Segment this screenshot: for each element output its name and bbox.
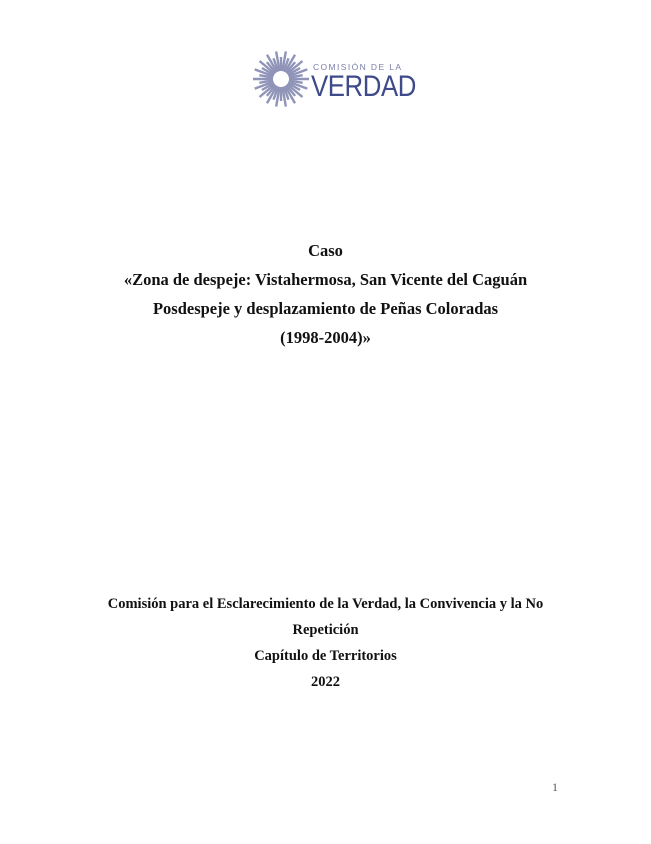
- logo-wordmark: VERDAD: [311, 70, 416, 103]
- sunburst-icon: [252, 48, 310, 110]
- credits-block: [0, 591, 651, 695]
- title-line-3: Posdespeje y desplazamiento de Peñas Coloradas: [152, 299, 499, 318]
- title-line-2: «Zona de despeje: Vistahermosa, San Vicente del Caguán: [123, 270, 528, 289]
- title-line-4: (1998-2004)»: [280, 328, 371, 347]
- credits-line-1: Comisión para el Esclarecimiento de la Verdad, la Convivencia y la No: [107, 596, 544, 612]
- commission-logo: [252, 48, 416, 110]
- case-title: [0, 236, 651, 352]
- logo-subtitle: COMISIÓN DE LA: [313, 62, 403, 72]
- credits-line-3: Capítulo de Territorios: [254, 648, 397, 664]
- page-number: 1: [552, 780, 558, 794]
- credits-line-2: Repetición: [292, 622, 359, 638]
- credits-year: 2022: [311, 674, 340, 690]
- title-line-1: Caso: [308, 241, 343, 260]
